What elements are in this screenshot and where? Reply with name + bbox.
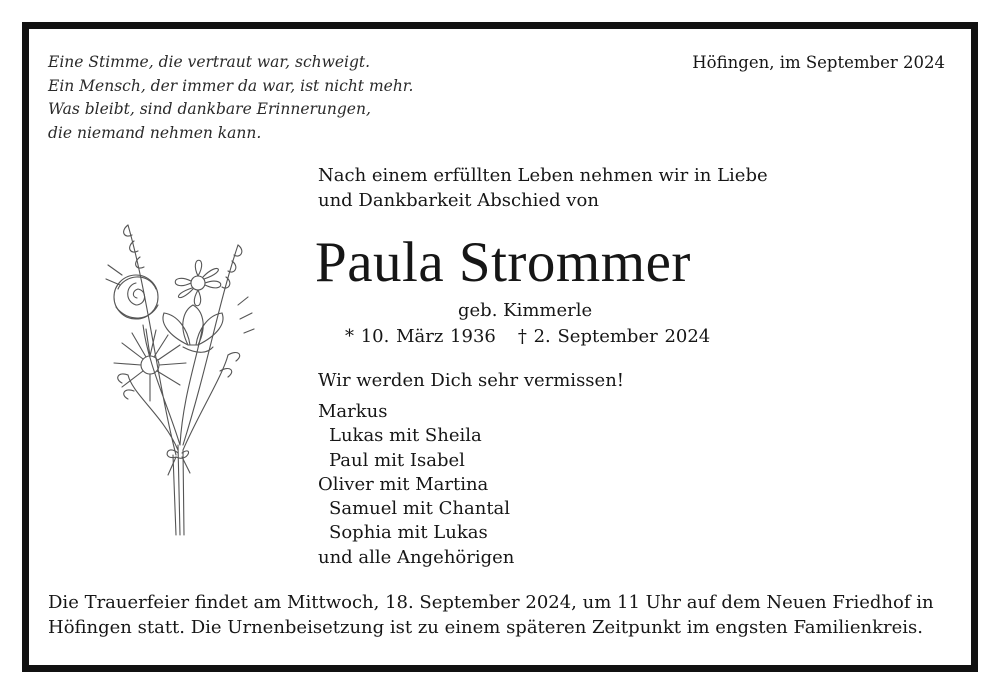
- mourner-entry: Markus: [318, 401, 388, 422]
- notice-line: Die Trauerfeier findet am Mittwoch, 18. September 2024, um 11 Uhr auf dem Neuen Friedhof in: [48, 592, 934, 613]
- life-dates: [345, 325, 710, 349]
- memorial-poem: [48, 51, 413, 145]
- mourner-entry: und alle Angehörigen: [318, 546, 515, 568]
- mourner-entry: Oliver mit Martina: [318, 473, 489, 495]
- announcement-intro: [318, 163, 768, 213]
- mourner-entry: Samuel mit Chantal: [329, 498, 511, 520]
- deceased-name: Paula Strommer: [315, 231, 691, 294]
- intro-line: Nach einem erfüllten Leben nehmen wir in Liebe: [318, 165, 768, 186]
- mourners-list: [318, 400, 514, 570]
- birth-name: geb. Kimmerle: [458, 300, 593, 321]
- death-date: † 2. September 2024: [517, 326, 711, 347]
- place-and-date: Höfingen, im September 2024: [692, 53, 945, 72]
- poem-line: Was bleibt, sind dankbare Erinnerungen,: [48, 100, 371, 118]
- poem-line: Eine Stimme, die vertraut war, schweigt.: [48, 53, 371, 71]
- funeral-notice: [48, 590, 934, 640]
- mourner-entry: Lukas mit Sheila: [329, 425, 482, 447]
- birth-date: * 10. März 1936: [345, 326, 496, 347]
- poem-line: Ein Mensch, der immer da war, ist nicht mehr.: [48, 76, 414, 95]
- flower-bouquet-icon: [88, 205, 263, 545]
- farewell-line: Wir werden Dich sehr vermissen!: [318, 370, 625, 391]
- poem-line: die niemand nehmen kann.: [48, 123, 262, 142]
- notice-line: Höfingen statt. Die Urnenbeisetzung ist zu einem späteren Zeitpunkt im engsten Familienkreis.: [48, 617, 923, 638]
- mourner-entry: Paul mit Isabel: [329, 449, 465, 471]
- intro-line: und Dankbarkeit Abschied von: [318, 190, 599, 211]
- mourner-entry: Sophia mit Lukas: [329, 522, 488, 544]
